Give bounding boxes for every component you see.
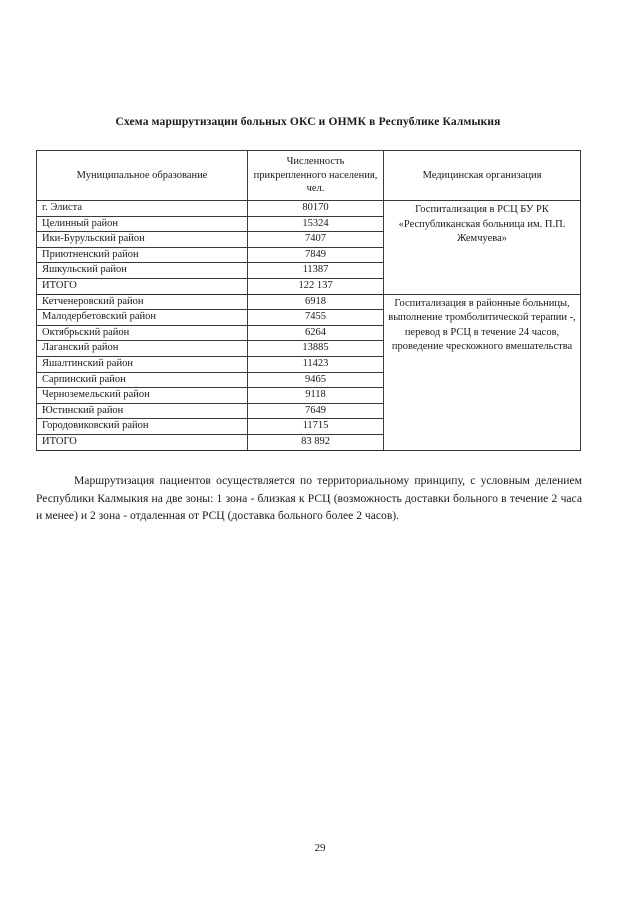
cell-municipality: Октябрьский район [37, 325, 248, 341]
cell-population: 6264 [248, 325, 384, 341]
cell-population: 11715 [248, 419, 384, 435]
cell-municipality: Целинный район [37, 216, 248, 232]
cell-municipality: Сарпинский район [37, 372, 248, 388]
table-row [37, 294, 581, 310]
cell-population: 13885 [248, 341, 384, 357]
cell-population: 9118 [248, 388, 384, 404]
cell-municipality: Яшалтинский район [37, 356, 248, 372]
cell-population: 15324 [248, 216, 384, 232]
cell-medical-organization: Госпитализация в районные больницы, выполнение тромболитической терапии -, перевод в РСЦ в течение 24 часов, проведение чрескожного вмешательства [384, 294, 581, 450]
cell-municipality: г. Элиста [37, 201, 248, 217]
cell-municipality: Приютненский район [37, 247, 248, 263]
cell-population: 7649 [248, 403, 384, 419]
table-row [37, 201, 581, 217]
cell-municipality: ИТОГО [37, 434, 248, 450]
cell-population: 7849 [248, 247, 384, 263]
page-title: Схема маршрутизации больных ОКС и ОНМК в Республике Калмыкия [115, 116, 501, 128]
cell-population: 11387 [248, 263, 384, 279]
column-header-population: Численность прикрепленного населения, чел. [248, 151, 384, 201]
cell-municipality: Городовиковский район [37, 419, 248, 435]
cell-population: 11423 [248, 356, 384, 372]
table-header [37, 151, 581, 201]
routing-description-paragraph: Маршрутизация пациентов осуществляется по территориальному принципу, с условным делением Республики Калмыкия на две зоны: 1 зона - близкая к РСЦ (возможность доставки больного в течение 2 часа и менее) и 2 зона - отдаленная от РСЦ (доставка больного более 2 часов). [36, 474, 582, 523]
column-header-organization: Медицинская организация [384, 151, 581, 201]
cell-population: 83 892 [248, 434, 384, 450]
cell-population: 7407 [248, 232, 384, 248]
column-header-municipality: Муниципальное образование [37, 151, 248, 201]
cell-municipality: Черноземельский район [37, 388, 248, 404]
cell-municipality: Кетченеровский район [37, 294, 248, 310]
cell-medical-organization: Госпитализация в РСЦ БУ РК «Республиканская больница им. П.П. Жемчуева» [384, 201, 581, 295]
patient-routing-table [36, 150, 581, 451]
cell-municipality: Лаганский район [37, 341, 248, 357]
cell-population: 9465 [248, 372, 384, 388]
cell-municipality: Юстинский район [37, 403, 248, 419]
cell-municipality: Ики-Бурульский район [37, 232, 248, 248]
table-header-row [37, 151, 581, 201]
page-number: 29 [314, 842, 326, 854]
cell-population: 80170 [248, 201, 384, 217]
table-body [37, 201, 581, 451]
cell-municipality: Яшкульский район [37, 263, 248, 279]
cell-municipality: Малодербетовский район [37, 310, 248, 326]
cell-municipality: ИТОГО [37, 278, 248, 294]
cell-population: 6918 [248, 294, 384, 310]
cell-population: 122 137 [248, 278, 384, 294]
cell-population: 7455 [248, 310, 384, 326]
